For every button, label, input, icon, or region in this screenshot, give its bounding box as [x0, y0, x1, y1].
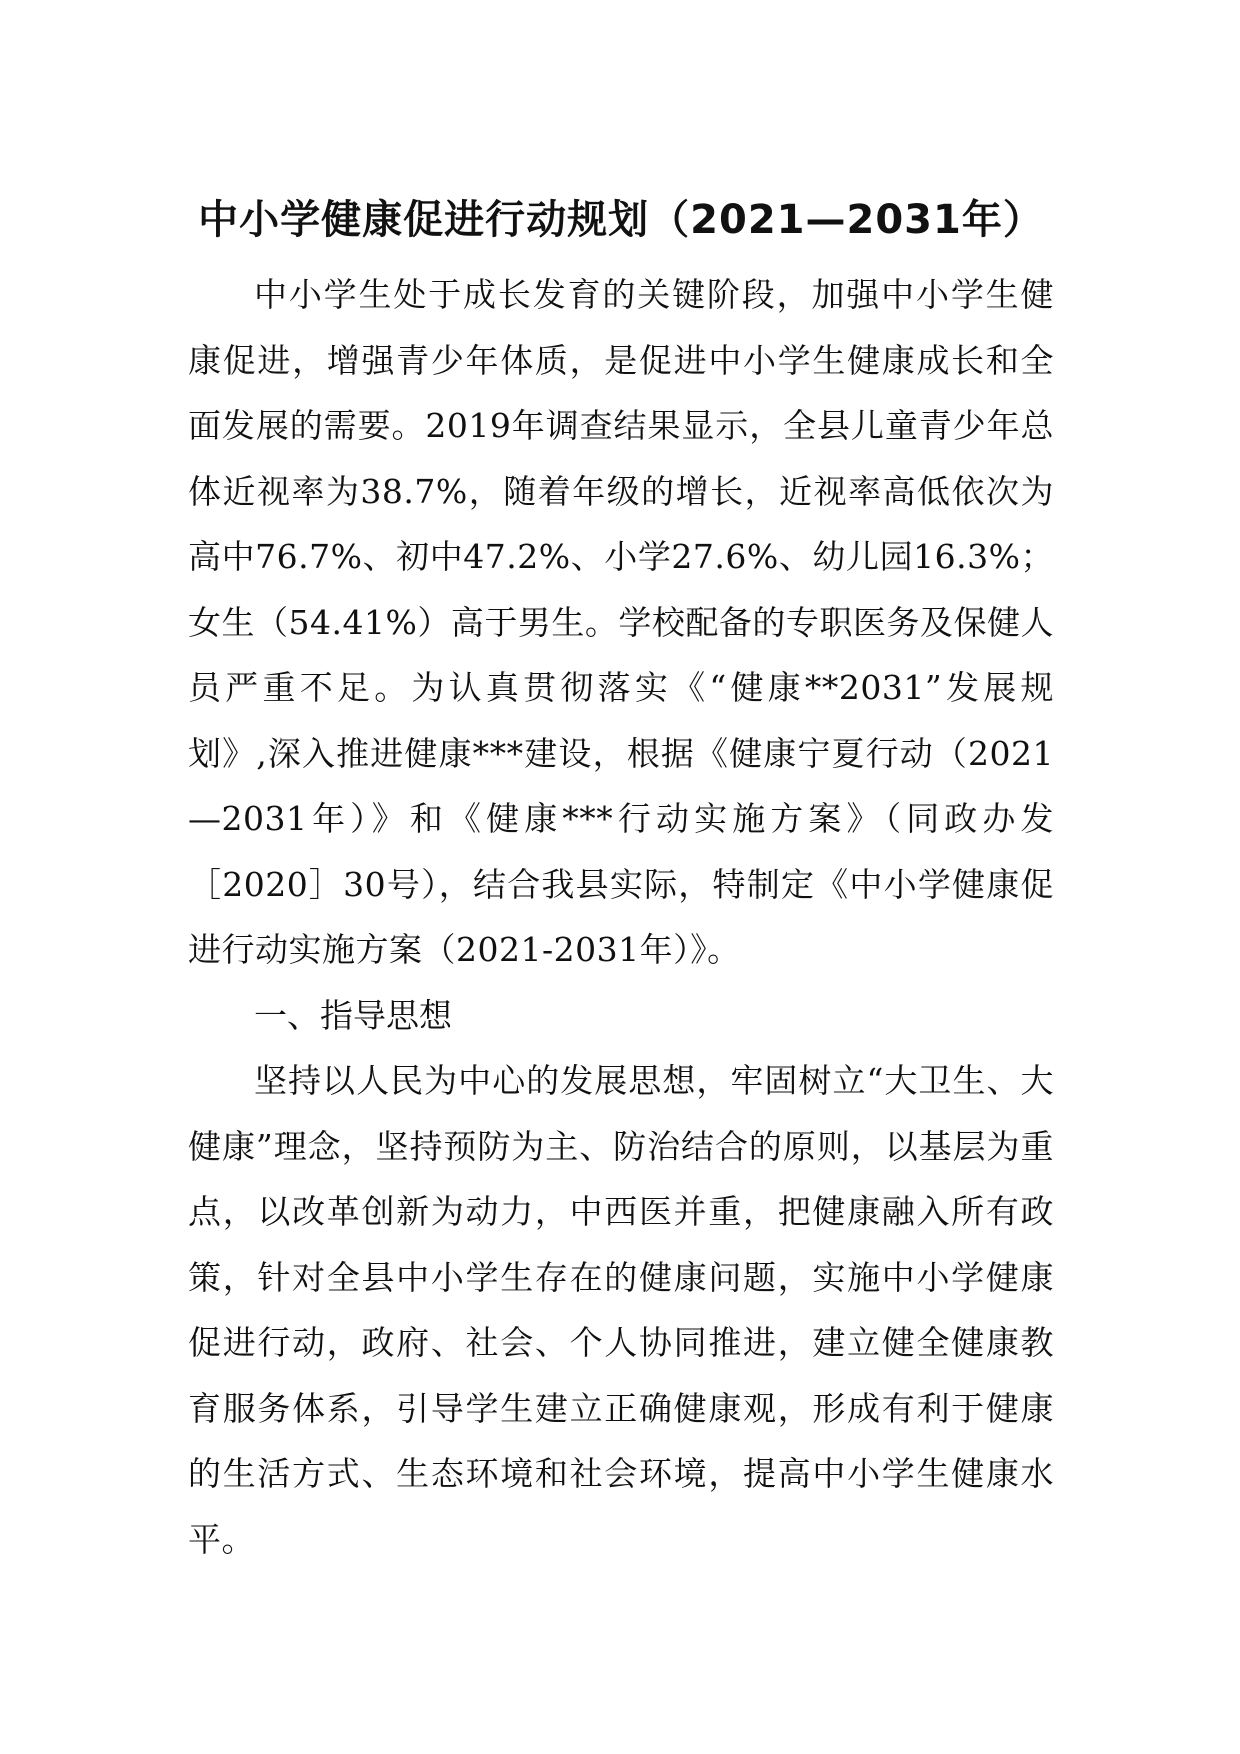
document-page — [188, 190, 1054, 1572]
intro-paragraph: 中小学生处于成长发育的关键阶段，加强中小学生健康促进，增强青少年体质，是促进中小学生健康成长和全面发展的需要。2019年调查结果显示，全县儿童青少年总体近视率为38.7%，随着年级的增长，近视率高低依次为高中76.7%、初中47.2%、小学27.6%、幼儿园16.3%；女生（54.41%）高于男生。学校配备的专职医务及保健人员严重不足。为认真贯彻落实《“健康**2031”发展规划》,深入推进健康***建设，根据《健康宁夏行动（2021—2031年）》和《健康***行动实施方案》（同政办发［2020］30号），结合我县实际，特制定《中小学健康促进行动实施方案（2021-2031年）》。 — [188, 275, 1054, 969]
section-heading-guiding-ideology: 一、指导思想 — [254, 995, 452, 1035]
document-title: 中小学健康促进行动规划（2021—2031年） — [198, 197, 1044, 243]
guiding-ideology-paragraph: 坚持以人民为中心的发展思想，牢固树立“大卫生、大健康”理念，坚持预防为主、防治结合的原则，以基层为重点，以改革创新为动力，中西医并重，把健康融入所有政策，针对全县中小学生存在的健康问题，实施中小学健康促进行动，政府、社会、个人协同推进，建立健全健康教育服务体系，引导学生建立正确健康观，形成有利于健康的生活方式、生态环境和社会环境，提高中小学生健康水平。 — [188, 1061, 1054, 1559]
